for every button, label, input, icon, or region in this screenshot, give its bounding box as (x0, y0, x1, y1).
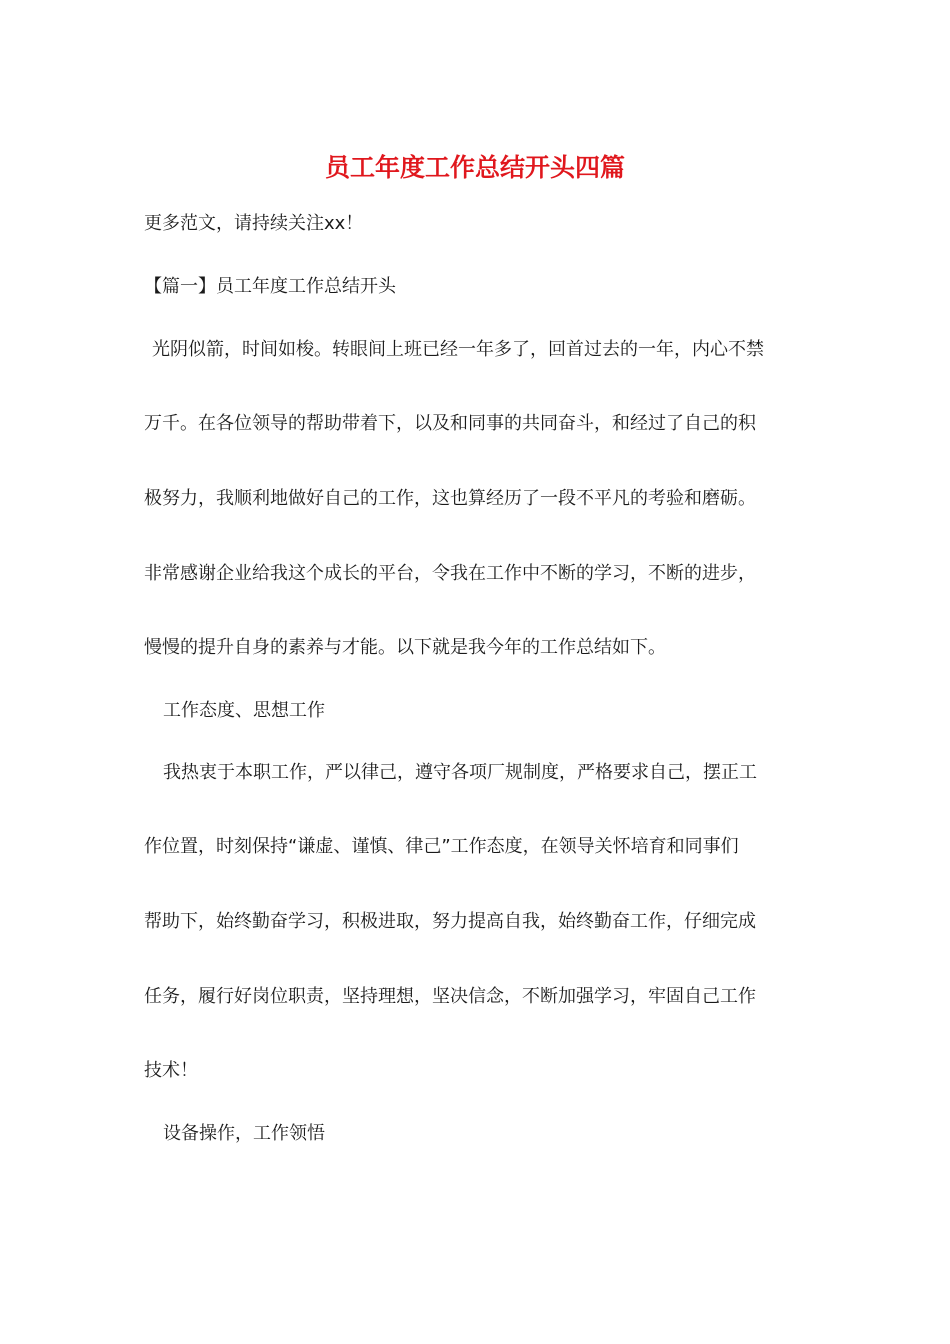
paragraph-line: 万千。在各位领导的帮助带着下，以及和同事的共同奋斗，和经过了自己的积 (144, 413, 756, 434)
paragraph-line: 任务，履行好岗位职责，坚持理想，坚决信念，不断加强学习，牢固自己工作 (144, 986, 756, 1007)
intro-text: 更多范文，请持续关注xx！ (144, 213, 364, 234)
subheading: 工作态度、思想工作 (163, 700, 325, 721)
section-heading: 【篇一】员工年度工作总结开头 (144, 276, 396, 297)
document-title: 员工年度工作总结开头四篇 (324, 153, 625, 182)
paragraph-line: 帮助下，始终勤奋学习，积极进取，努力提高自我，始终勤奋工作，仔细完成 (144, 911, 756, 932)
paragraph-line: 非常感谢企业给我这个成长的平台，令我在工作中不断的学习，不断的进步， (144, 563, 756, 584)
subheading: 设备操作，工作领悟 (163, 1123, 325, 1144)
paragraph-line: 技术！ (144, 1060, 198, 1081)
paragraph-line: 作位置，时刻保持“谦虚、谨慎、律己”工作态度，在领导关怀培育和同事们 (144, 836, 739, 857)
paragraph-line: 极努力，我顺利地做好自己的工作，这也算经历了一段不平凡的考验和磨砺。 (144, 488, 756, 509)
paragraph-line: 慢慢的提升自身的素养与才能。以下就是我今年的工作总结如下。 (144, 637, 666, 658)
paragraph-line: 光阴似箭，时间如梭。转眼间上班已经一年多了，回首过去的一年，内心不禁 (152, 339, 764, 360)
paragraph-line: 我热衷于本职工作，严以律己，遵守各项厂规制度，严格要求自己，摆正工 (163, 762, 757, 783)
